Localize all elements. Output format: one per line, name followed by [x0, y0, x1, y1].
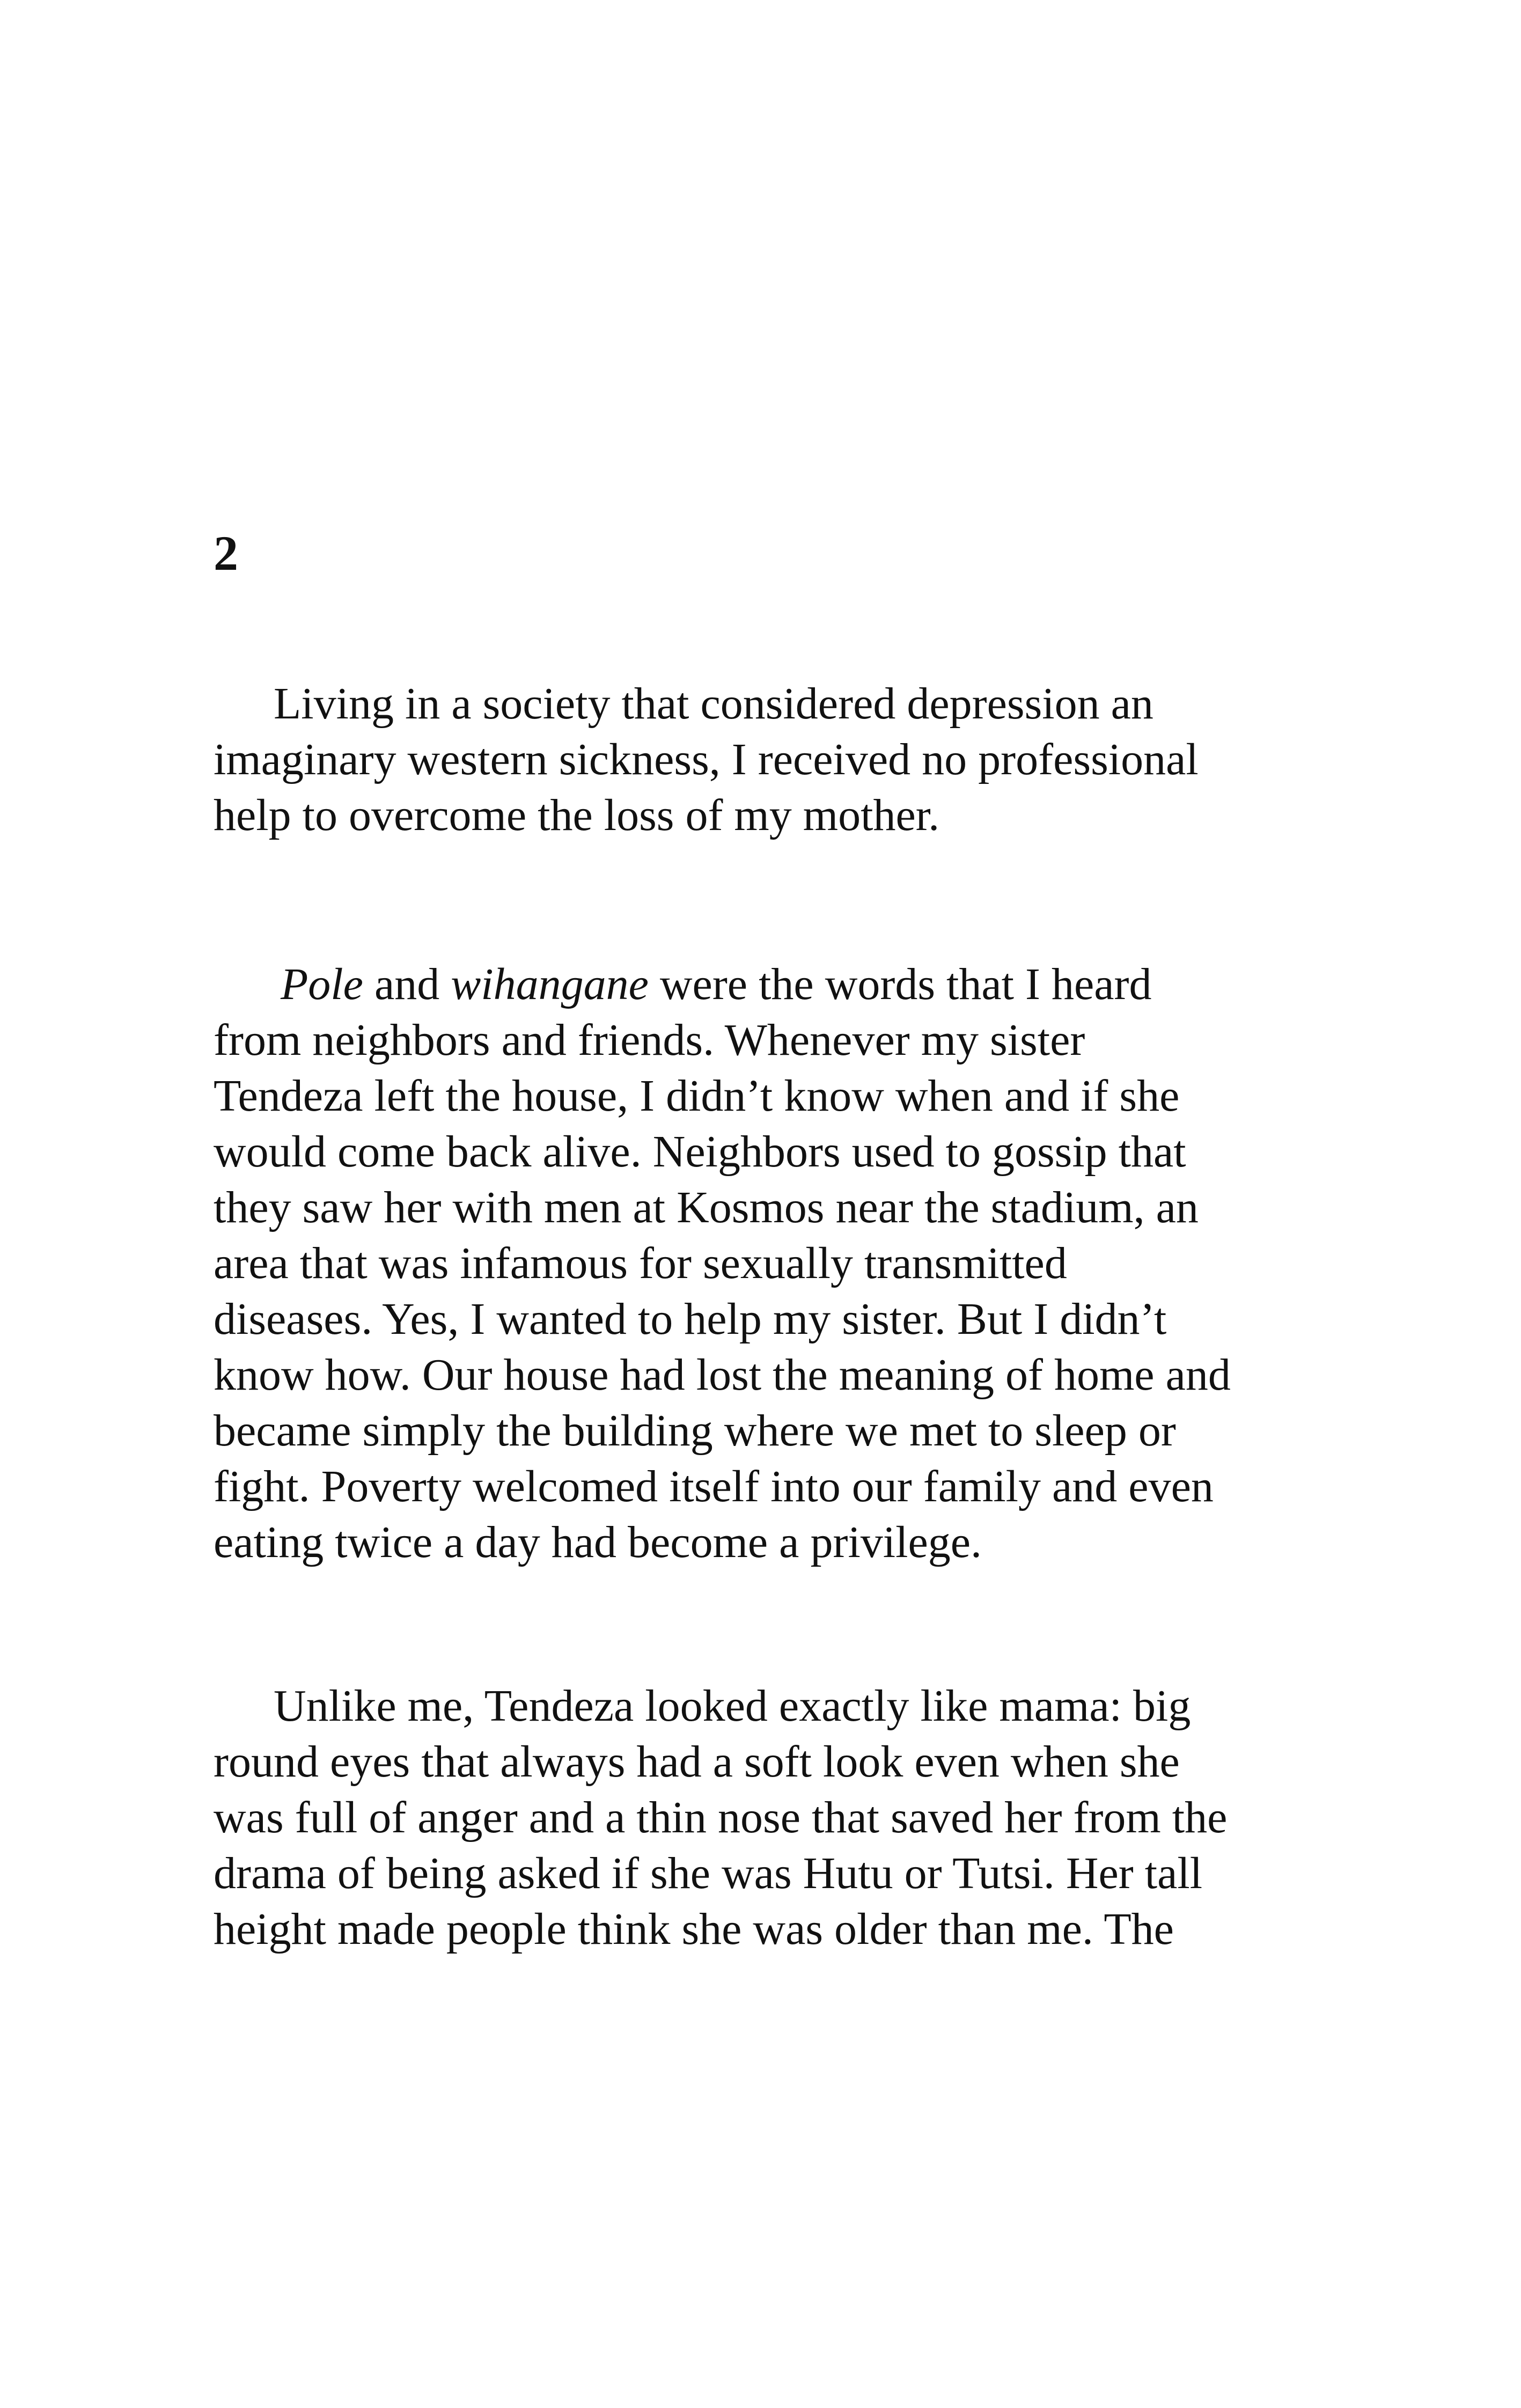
paragraph-line: fight. Poverty welcomed itself into our family and even [214, 1462, 1214, 1511]
chapter-number: 2 [214, 526, 238, 581]
paragraph-line: round eyes that always had a soft look even when she [214, 1737, 1180, 1787]
paragraph-line: was full of anger and a thin nose that saved her from the [214, 1793, 1228, 1842]
paragraph-line: from neighbors and friends. Whenever my sister [214, 1015, 1085, 1065]
paragraph-line: Tendeza left the house, I didn’t know when and if she [214, 1071, 1180, 1121]
paragraph-line: diseases. Yes, I wanted to help my sister. But I didn’t [214, 1294, 1167, 1344]
text-segment: and [363, 959, 451, 1009]
paragraph-line: help to overcome the loss of my mother. [214, 790, 940, 840]
paragraph-line: they saw her with men at Kosmos near the stadium, an [214, 1183, 1199, 1232]
paragraph-first-line [214, 957, 1356, 1012]
italic-word-pole: Pole [281, 959, 363, 1009]
paragraph-line: know how. Our house had lost the meaning of home and [214, 1350, 1231, 1400]
paragraph-line: eating twice a day had become a privilege. [214, 1517, 982, 1567]
text-segment: were the words that I heard [648, 959, 1152, 1009]
paragraph-line: Living in a society that considered depression an [274, 679, 1153, 729]
italic-word-wihangane: wihangane [451, 959, 649, 1009]
paragraph-line: Unlike me, Tendeza looked exactly like mama: big [274, 1681, 1191, 1731]
paragraph-line: imaginary western sickness, I received no professional [214, 735, 1199, 784]
paragraph-line: would come back alive. Neighbors used to gossip that [214, 1127, 1186, 1177]
paragraph-1 [214, 676, 1356, 843]
paragraph-line: height made people think she was older than me. The [214, 1904, 1174, 1954]
paragraph-line: area that was infamous for sexually transmitted [214, 1238, 1067, 1288]
paragraph-3 [214, 1678, 1356, 1957]
paragraph-line: became simply the building where we met to sleep or [214, 1406, 1176, 1456]
paragraph-line: drama of being asked if she was Hutu or Tutsi. Her tall [214, 1848, 1203, 1898]
paragraph-2 [214, 957, 1356, 1570]
